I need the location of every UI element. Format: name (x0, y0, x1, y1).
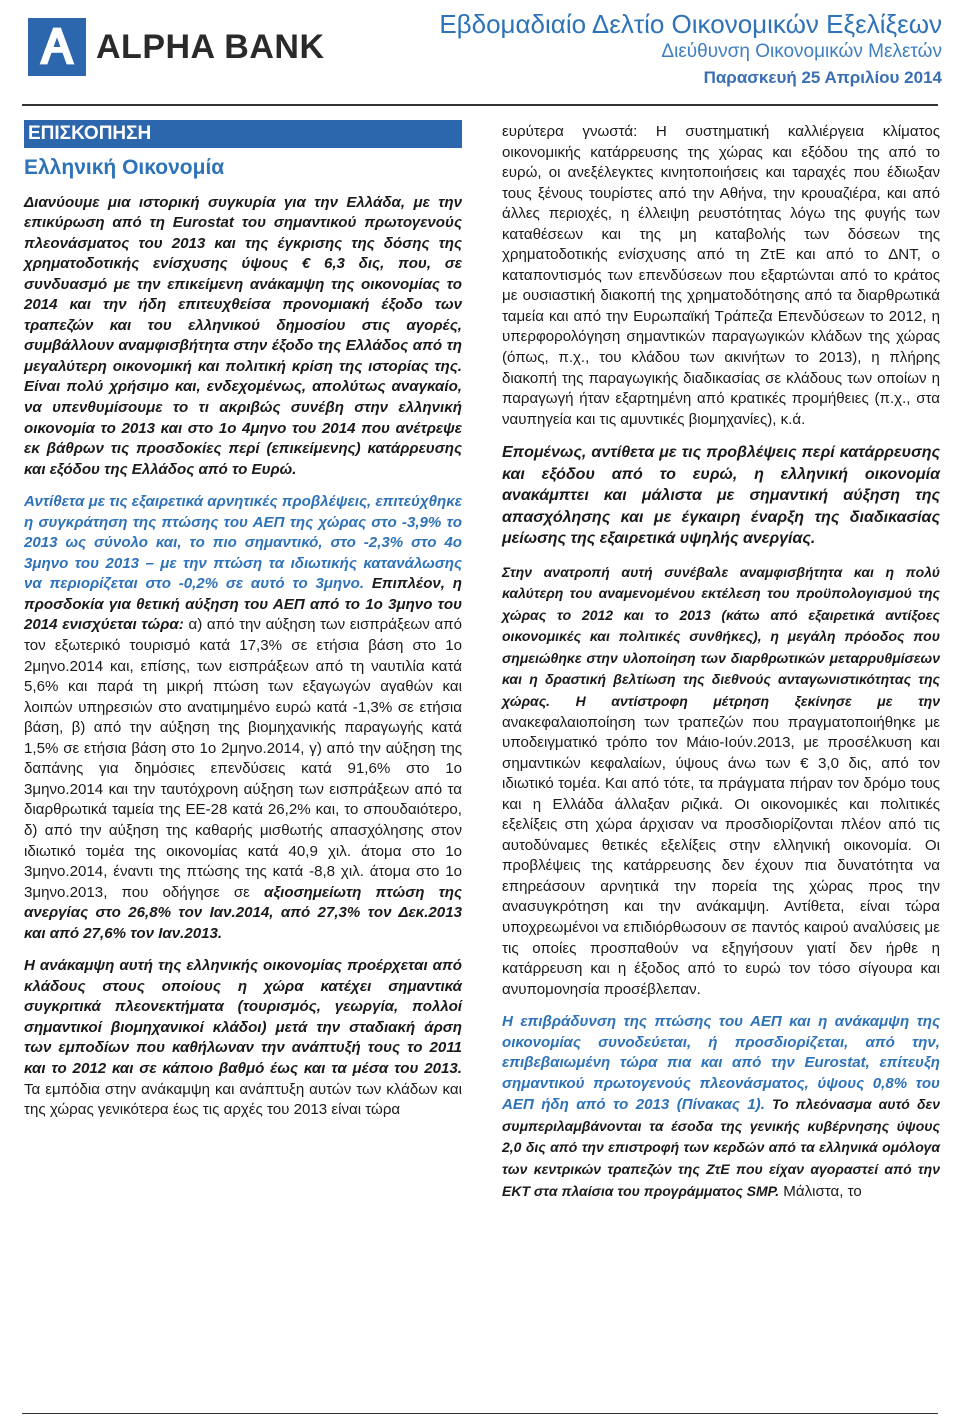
recovery-text: Τα εμπόδια στην ανάκαμψη και ανάπτυξη αυτών των κλάδων και της χώρας γενικότερα έως τις αρχές του 2013 είναι τώρα (24, 1080, 462, 1119)
bulletin-title: Εβδομαδιαίο Δελτίο Οικονομικών Εξελίξεων (439, 9, 942, 39)
unemployment-highlight: αξιοσημείωτη πτώση της ανεργίας στο 26,8% τον Ιαν.2014, από 27,3% τον Δεκ.2013 και από 27,6% τον Ιαν.2013. (24, 883, 462, 942)
surplus-detail: Το πλεόνασμα αυτό δεν συμπεριλαμβάνονται τα έσοδα της γενικής κυβέρνησης ύψους 2,0 δις από την επιστροφή των κερδών από τα ελληνικά ομόλογα των κεντρικών τραπεζών της ΖτΕ που είχαν αγοραστεί από την ΕΚΤ στα πλαίσια του προγράμματος SMP. (502, 1096, 940, 1199)
surplus-highlight: Η επιβράδυνση της πτώσης του ΑΕΠ και η ανάκαμψη της οικονομίας συνοδεύεται, ή προσδιορίζεται, από την, επιβεβαιωμένη τώρα πια και από την Eurostat, επίτευξη σημαντικού πρωτογενούς πλεονάσματος, ύψους 0,8% του ΑΕΠ ήδη από το 2013 (Πίνακας 1). (502, 1013, 940, 1114)
gdp-paragraph (24, 492, 462, 944)
intro-paragraph: Διανύουμε μια ιστορική συγκυρία για την Ελλάδα, με την επικύρωση από τη Eurostat του σημαντικού πρωτογενούς πλεονάσματος του 2013 και της έγκρισης της δόσης της χρηματοδοτικής ενίσχυσης ύψους € 6,3 δις, που, σε συνδυασμό με την επικείμενη ανάκαμψη της οικονομίας το 2014 και την ήδη επιτευχθείσα προνομιακή έξοδο των τραπεζών και του ελληνικού δημοσίου στις αγορές, συμβάλλουν αναμφισβήτητα στην έξοδο της Ελλάδος από τη μεγαλύτερη οικονομική και πολιτική κρίση της ιστορίας της. Είναι πολύ χρήσιμο και, ενδεχομένως, απολύτως αναγκαίο, να υπενθυμίσουμε το τι ακριβώς συνέβη στην ελληνική οικονομία το 2013 και στο 1ο 4μηνο του 2014 που ανέτρεψε εκ βάθρων τις προσδοκίες περί (επικείμενης) κατάρρευσης και εξόδου της Ελλάδος από το Ευρώ. (24, 193, 462, 478)
department-name: Διεύθυνση Οικονομικών Μελετών (661, 41, 942, 62)
surplus-tail: Μάλιστα, το (779, 1182, 862, 1200)
budget-highlight: Στην ανατροπή αυτή συνέβαλε αναμφισβήτητα και η πολύ καλύτερη του αναμενομένου εκτέλεση του προϋπολογισμού της χώρας το 2012 και το 2013 (κάτω από εξαιρετικά αντίξοες οικονομικές και πολιτικές συνθήκες), η μεγάλη πρόοδος που σημειώθηκε στην υλοποίηση των διαρθρωτικών μεταρρυθμίσεων και η δραστική βελτίωση της διεθνούς ανταγωνιστικότητας της χώρας. Η αντίστροφη μέτρηση ξεκίνησε με την (502, 563, 940, 709)
footer-divider (22, 1413, 938, 1414)
right-column (502, 122, 940, 1214)
surplus-paragraph (502, 1012, 940, 1202)
section-title: ΕΠΙΣΚΟΠΗΣΗ (24, 120, 462, 148)
subsection-title: Ελληνική Οικονομία (24, 156, 225, 179)
recovery-highlight: Η ανάκαμψη αυτή της ελληνικής οικονομίας προέρχεται από κλάδους στους οποίους η χώρα κατέχει σημαντικά συγκριτικά πλεονεκτήματα (τουρισμός, γεωργία, πολλοί σημαντικοί βιομηχανικοί κλάδοι) μετά την σταδιακή άρση των εμποδίων που καθήλωναν την ανάπτυξή τους το 2011 και το 2012 και σε κάποιο βαθμό έως και τα μέσα του 2013. (24, 957, 462, 1077)
logo-text: ALPHA BANK (96, 27, 325, 66)
conclusion-paragraph: Επομένως, αντίθετα με τις προβλέψεις περί κατάρρευσης και εξόδου από το ευρώ, η ελληνική οικονομία ανακάμπτει και μάλιστα με σημαντική αύξηση της απασχόλησης και με έγκαιρη έναρξη της διαδικασίας μείωσης της εξαιρετικά υψηλής ανεργίας. (502, 444, 940, 548)
gdp-details: α) από την αύξηση των εισπράξεων από τον εξωτερικό τουρισμό κατά 17,3% σε ετήσια βάση στο 1ο 2μηνο.2014 και, επίσης, των εισπράξεων από τη ναυτιλία κατά 5,6% και παρά τη μικρή πτώση των εξαγωγών αγαθών και λοιπών υπηρεσιών στο ανατιμημένο ευρώ κατά -1,3% σε ετήσια βάση, β) από την αύξηση της βιομηχανικής παραγωγής κατά 1,5% σε ετήσια βάση στο 1ο 2μηνο.2014, γ) από την αύξηση της δαπάνης για δημόσιες επενδύσεις κατά 91,6% στο 1ο 3μηνο.2014 και την ταυτόχρονη αύξηση των εισπράξεων από τα διαρθρωτικά ταμεία της ΕΕ-28 κατά 26,2% και, το σπουδαιότερο, δ) από την αύξηση της καθαρής μισθωτής απασχόλησης στον ιδιωτικό τομέα της οικονομίας κατά 40,9 χιλ. άτομα στο 1ο 3μηνο.2014, έναντι της πτώσης της κατά -8,8 χιλ. άτομα στο 1ο 3μηνο.2013, που οδήγησε σε (24, 616, 462, 901)
obstacles-paragraph: ευρύτερα γνωστά: Η συστηματική καλλιέργεια κλίματος οικονομικής κατάρρευσης της χώρας και εξόδου της από το ευρώ, οι ανεξέλεγκτες κινητοποιήσεις και ταραχές που έδιωξαν τους ξένους τουρίστες από την Αθήνα, την κρουαζιέρα, και από άλλες περιοχές, η έλλειψη ρευστότητας λόγω της φυγής των καταθέσεων και της μη καταβολής των δόσεων της χρηματοδοτικής ενίσχυσης από τη ΖτΕ και από το ΔΝΤ, ο καταποντισμός των επενδύσεων που εξαρτώνται από το κράτος με ουσιαστική διακοπή της χρηματοδότησης από τα διαρθρωτικά ταμεία και από την Ευρωπαϊκή Τράπεζα Επενδύσεων το 2012, η υπερφορολόγηση σημαντικών παραγωγικών κλάδων της χώρας (όπως, π.χ., του κλάδου των ακινήτων το 2013), η πλήρης διακοπή της παραγωγικής διαδικασίας σε κλάδους των οποίων η παραγωγή ήταν εξαρτημένη από κρατικές προμήθειες (π.χ., στα ναυπηγεία και τις αμυντικές βιομηχανίες), κ.ά. (502, 123, 940, 428)
header-info (439, 4, 942, 90)
recovery-paragraph (24, 956, 462, 1120)
alpha-bank-icon (28, 18, 86, 76)
issue-date: Παρασκευή 25 Απριλίου 2014 (703, 68, 942, 87)
budget-text: ανακεφαλαιοποίηση των τραπεζών που πραγματοποιήθηκε με υποδειγματικό τρόπο τον Μάιο-Ιούν.2013, με προσέλκυση και σημαντικών κεφαλαίων, ύψους άνω των € 3,0 δις, από τον ιδιωτικό τομέα. Και από τότε, τα πράγματα πήραν τον δρόμο τους και η Ελλάδα άλλαξαν ριζικά. Οι οικονομικές και πολιτικές εξελίξεις στη χώρα άρχισαν να προσδιορίζονται πλέον από τις αυτοδύναμες θετικές εξελίξεις στην ελληνική οικονομία. Οι προβλέψεις της κατάρρευσης δεν έχουν πια δυνατότητα να επηρεάσουν αρνητικά την πορεία της χώρας προς την ανασυγκρότηση και την ανάκαμψη. Αντίθετα, είναι τώρα υποχρεωμένοι να επιδιόρθωσουν σε παντός καιρού αναλύσεις με τις οποίες προσπαθούν να εξηγήσουν γιατί δεν ήρθε η κατάρρευση και η έξοδος από το ευρώ τον τόσο σίγουρα και ανυπομονησία προσέβλεπαν. (502, 713, 940, 998)
budget-paragraph (502, 562, 940, 1000)
header-divider (22, 104, 938, 106)
gdp-highlight: Αντίθετα με τις εξαιρετικά αρνητικές προβλέψεις, επιτεύχθηκε η συγκράτηση της πτώσης του ΑΕΠ της χώρας στο -3,9% το 2013 ως σύνολο και, το πιο σημαντικό, στο -2,3% στο 4ο 3μηνο του 2013 – με την πτώση τα ιδιωτικής κατανάλωσης να περιορίζεται στο -0,2% σε αυτό το 3μηνο. (24, 493, 462, 593)
alpha-bank-logo (28, 18, 325, 76)
page-header (0, 0, 960, 100)
gdp-expectation: Επιπλέον, η προσδοκία για θετική αύξηση του ΑΕΠ από το 1ο 3μηνο του 2014 ενισχύεται τώρα: (24, 575, 462, 634)
left-column (24, 120, 462, 1133)
